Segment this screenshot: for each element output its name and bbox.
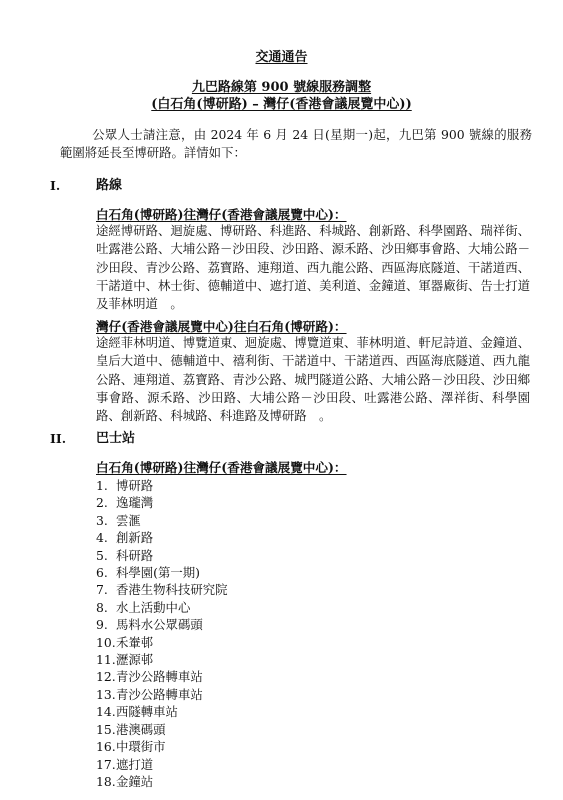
bus-stop-name: 科研路 — [116, 547, 154, 563]
bus-stop-name: 青沙公路轉車站 — [116, 686, 203, 702]
bus-stop-name: 金鐘站 — [116, 773, 154, 789]
bus-stop-number: 8. — [96, 599, 108, 615]
bus-stop-name: 瀝源邨 — [116, 652, 154, 668]
bus-stop-number: 10. — [96, 634, 116, 650]
bus-stop-name: 遮打道 — [116, 756, 154, 772]
bus-stop-item — [96, 651, 228, 668]
section-2-title: 巴士站 — [96, 431, 136, 446]
bus-stop-number: 5. — [96, 547, 108, 563]
bus-stop-item — [96, 599, 228, 616]
bus-stop-item — [96, 512, 228, 529]
bus-stop-number: 17. — [96, 756, 116, 772]
bus-stop-name: 水上活動中心 — [116, 599, 191, 615]
bus-stop-number: 18. — [96, 773, 116, 789]
route-a-roads: 途經博研路、迴旋處、博研路、科進路、科城路、創新路、科學園路、瑞祥街、吐露港公路、大埔公路－沙田段、沙田路、源禾路、沙田鄉事會路、大埔公路－沙田段、青沙公路、荔寶路、連翔道、西九龍公路、西區海底隧道、干諾道西、干諾道中、林士街、德輔道中、遮打道、美利道、金鐘道、軍器廠街、告士打道及菲林明道 。 — [96, 223, 530, 312]
notice-title: 交通通告 — [255, 50, 308, 65]
intro-paragraph: 公眾人士請注意，由 2024 年 6 月 24 日(星期一)起，九巴第 900 號線的服務範圍將延長至博研路。詳情如下： — [60, 127, 532, 161]
bus-stop-name: 科學園(第一期) — [116, 565, 201, 581]
bus-stop-number: 9. — [96, 617, 108, 633]
bus-stop-name: 西隧轉車站 — [116, 704, 178, 720]
section-2-number: II. — [50, 431, 67, 446]
bus-stop-name: 創新路 — [116, 530, 154, 546]
bus-stop-name: 逸瓏灣 — [116, 495, 154, 511]
bus-stop-number: 11. — [96, 652, 116, 668]
bus-stop-item — [96, 686, 228, 703]
bus-stop-name: 禾輋邨 — [116, 634, 154, 650]
bus-stop-item — [96, 616, 228, 633]
bus-stop-number: 14. — [96, 704, 116, 720]
route-b-roads: 途經菲林明道、博覽道東、迴旋處、博覽道東、菲林明道、軒尼詩道、金鐘道、皇后大道中、德輔道中、禧利街、干諾道中、干諾道西、西區海底隧道、西九龍公路、連翔道、荔寶路、青沙公路、城門隧道公路、大埔公路－沙田段、沙田鄉事會路、源禾路、沙田路、大埔公路－沙田段、吐露港公路、澤祥街、科學園路、創新路、科城路、科進路及博研路 。 — [96, 335, 530, 424]
bus-stop-name: 雲滙 — [116, 512, 141, 528]
bus-stop-number: 6. — [96, 565, 108, 581]
bus-stop-item — [96, 581, 228, 598]
bus-stop-number: 4. — [96, 530, 108, 546]
bus-stop-item — [96, 494, 228, 511]
bus-stop-item — [96, 547, 228, 564]
bus-stop-item — [96, 773, 228, 790]
bus-stop-number: 16. — [96, 739, 116, 755]
bus-stop-name: 香港生物科技研究院 — [116, 582, 228, 598]
section-1-number: I. — [50, 178, 61, 193]
route-b-heading: 灣仔(香港會議展覽中心)往白石角(博研路)： — [96, 319, 347, 334]
bus-stop-number: 12. — [96, 669, 116, 685]
bus-stop-item — [96, 738, 228, 755]
bus-stop-list — [96, 477, 228, 790]
bus-stop-name: 中環街市 — [116, 739, 166, 755]
bus-stop-item — [96, 668, 228, 685]
headline-termini: (白石角(博研路) – 灣仔(香港會議展覽中心)) — [151, 97, 412, 112]
bus-stop-item — [96, 703, 228, 720]
bus-stop-name: 青沙公路轉車站 — [116, 669, 203, 685]
bus-stop-name: 馬料水公眾碼頭 — [116, 617, 203, 633]
route-a-heading: 白石角(博研路)往灣仔(香港會議展覽中心)： — [96, 207, 347, 222]
bus-stop-number: 7. — [96, 582, 108, 598]
bus-stop-item — [96, 634, 228, 651]
bus-stop-item — [96, 529, 228, 546]
bus-stop-name: 港澳碼頭 — [116, 721, 166, 737]
bus-stop-number: 13. — [96, 686, 116, 702]
section-1-title: 路線 — [96, 178, 123, 193]
bus-stop-number: 1. — [96, 478, 108, 493]
bus-stop-item — [96, 564, 228, 581]
bus-stop-number: 2. — [96, 495, 108, 511]
bus-stop-number: 15. — [96, 721, 116, 737]
bus-stop-name: 博研路 — [116, 478, 154, 493]
stops-heading: 白石角(博研路)往灣仔(香港會議展覽中心)： — [96, 460, 347, 475]
bus-stop-item — [96, 756, 228, 773]
bus-stop-item — [96, 477, 228, 494]
headline-route: 九巴路線第 900 號線服務調整 — [191, 80, 372, 95]
bus-stop-item — [96, 721, 228, 738]
bus-stop-number: 3. — [96, 512, 108, 528]
